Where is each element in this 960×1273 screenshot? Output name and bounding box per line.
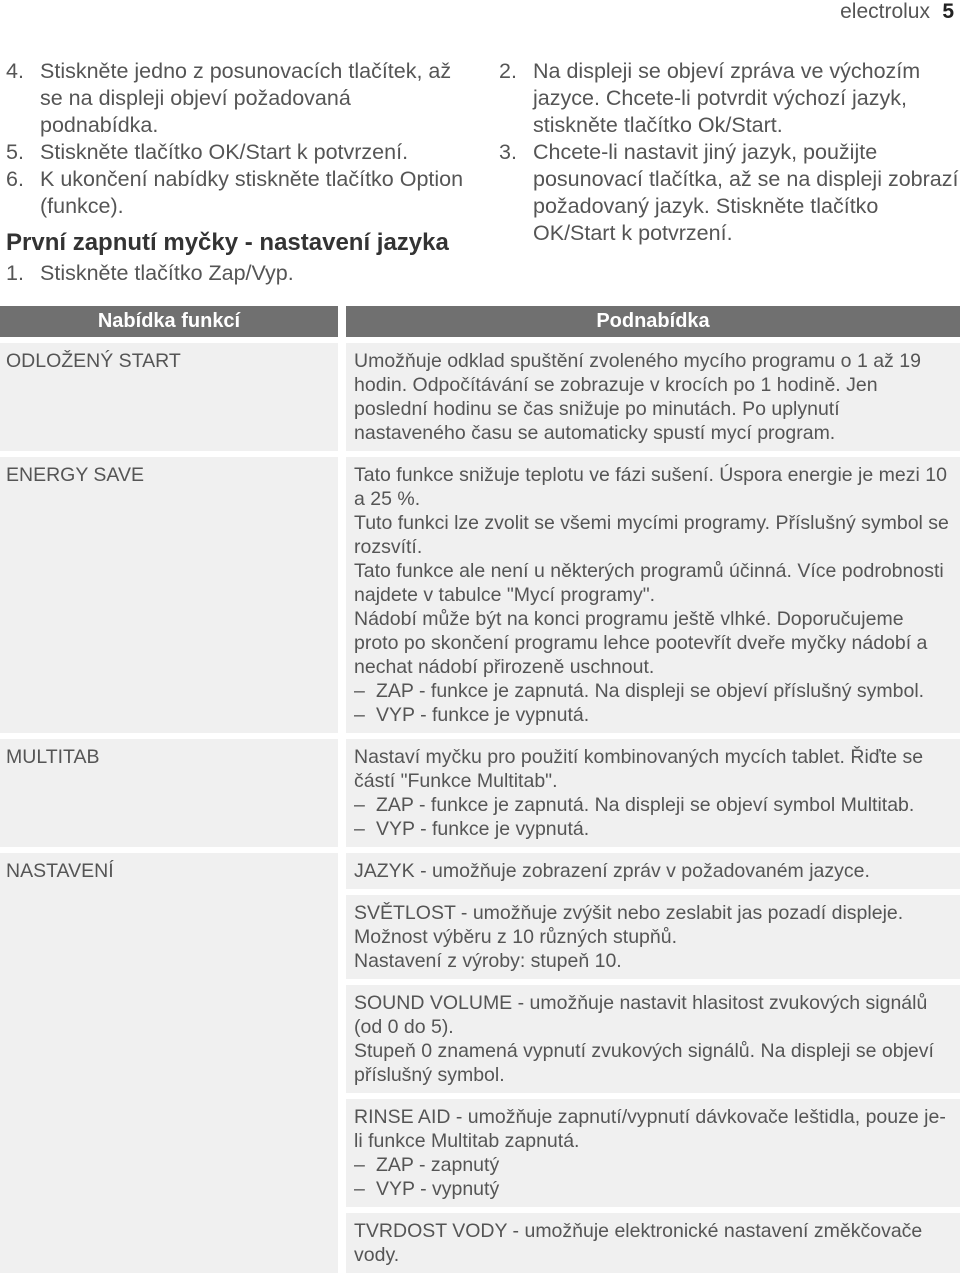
description-text: Stupeň 0 znamená vypnutí zvukových signálů. Na displeji se objeví příslušný symbol.: [354, 1040, 934, 1086]
table-row: [0, 739, 960, 847]
header-function-menu: Nabídka funkcí: [0, 306, 338, 337]
table-row: [0, 853, 960, 1273]
step-item: [499, 139, 959, 247]
function-menu-table: [0, 306, 960, 1273]
option-text: ZAP - zapnutý: [376, 1154, 500, 1176]
description-text: RINSE AID - umožňuje zapnutí/vypnutí dávkovače leštidla, pouze je-li funkce Multitab zapnutá.: [354, 1106, 946, 1152]
table-row: [0, 343, 960, 451]
page-number: 5: [942, 0, 954, 23]
option-item: [354, 1153, 952, 1177]
right-column: [499, 58, 959, 247]
function-name-cell: MULTITAB: [0, 739, 338, 847]
option-text: VYP - funkce je vypnutá.: [376, 818, 590, 840]
dash-bullet: –: [354, 794, 365, 816]
submenu-cell: [346, 1213, 960, 1273]
table-row: [0, 457, 960, 733]
step-item: [6, 58, 466, 139]
step-text: Chcete-li nastavit jiný jazyk, použijte posunovací tlačítka, až se na displeji zobrazí požadovaný jazyk. Stiskněte tlačítko OK/Start k potvrzení.: [533, 140, 959, 245]
step-item: [6, 166, 466, 220]
header-submenu: Podnabídka: [346, 306, 960, 337]
dash-bullet: –: [354, 704, 365, 726]
submenu-cell: [346, 895, 960, 979]
step-item: [499, 58, 959, 139]
submenu-cells: [346, 343, 960, 451]
submenu-cell: [346, 457, 960, 733]
dash-bullet: –: [354, 1154, 365, 1176]
step-number: 3.: [499, 140, 517, 164]
option-item: [354, 1177, 952, 1201]
description-text: SVĚTLOST - umožňuje zvýšit nebo zeslabit jas pozadí displeje. Možnost výběru z 10 různých stupňů.: [354, 902, 904, 948]
step-number: 5.: [6, 140, 24, 164]
description-text: JAZYK - umožňuje zobrazení zpráv v požadovaném jazyce.: [354, 860, 870, 882]
option-text: ZAP - funkce je zapnutá. Na displeji se objeví příslušný symbol.: [376, 680, 925, 702]
submenu-cell: [346, 1099, 960, 1207]
table-header: [0, 306, 960, 337]
step-text: Stiskněte tlačítko Zap/Vyp.: [40, 261, 294, 285]
description-text: Nastavení z výroby: stupeň 10.: [354, 950, 622, 972]
section-heading: První zapnutí myčky - nastavení jazyka: [6, 229, 449, 256]
dash-bullet: –: [354, 818, 365, 840]
step-number: 1.: [6, 261, 24, 285]
language-steps: [499, 58, 959, 247]
submenu-cell: [346, 343, 960, 451]
function-name-cell: ENERGY SAVE: [0, 457, 338, 733]
step-number: 4.: [6, 59, 24, 83]
submenu-steps: [6, 58, 466, 220]
description-text: Tato funkce snižuje teplotu ve fázi sušení. Úspora energie je mezi 10 a 25 %.: [354, 464, 947, 510]
option-item: [354, 679, 952, 703]
submenu-cells: [346, 739, 960, 847]
description-text: Nádobí může být na konci programu ještě vlhké. Doporučujeme proto po skončení programu lehce pootevřít dveře myčky nádobí a nechat nádobí přirozeně uschnout.: [354, 608, 928, 678]
step-item: [6, 139, 466, 166]
step-number: 6.: [6, 167, 24, 191]
step-item: [6, 260, 466, 287]
description-text: Tato funkce ale není u některých programů účinná. Více podrobnosti najdete v tabulce "Mycí programy".: [354, 560, 944, 606]
left-column: [6, 58, 466, 287]
function-name-cell: NASTAVENÍ: [0, 853, 338, 1273]
submenu-cells: [346, 457, 960, 733]
first-run-steps: [6, 260, 466, 287]
option-text: ZAP - funkce je zapnutá. Na displeji se objeví symbol Multitab.: [376, 794, 915, 816]
option-text: VYP - vypnutý: [376, 1178, 500, 1200]
step-number: 2.: [499, 59, 517, 83]
description-text: SOUND VOLUME - umožňuje nastavit hlasitost zvukových signálů (od 0 do 5).: [354, 992, 928, 1038]
description-text: Tuto funkci lze zvolit se všemi mycími programy. Příslušný symbol se rozsvítí.: [354, 512, 949, 558]
submenu-cell: [346, 985, 960, 1093]
table-body: [0, 343, 960, 1273]
dash-bullet: –: [354, 680, 365, 702]
option-text: VYP - funkce je vypnutá.: [376, 704, 590, 726]
step-text: Na displeji se objeví zpráva ve výchozím jazyce. Chcete-li potvrdit výchozí jazyk, stiskněte tlačítko Ok/Start.: [533, 59, 921, 137]
option-item: [354, 703, 952, 727]
submenu-cell: [346, 739, 960, 847]
function-name-cell: ODLOŽENÝ START: [0, 343, 338, 451]
option-item: [354, 793, 952, 817]
dash-bullet: –: [354, 1178, 365, 1200]
step-text: Stiskněte jedno z posunovacích tlačítek, až se na displeji objeví požadovaná podnabídka.: [40, 59, 452, 137]
description-text: Nastaví myčku pro použití kombinovaných mycích tablet. Řiďte se částí "Funkce Multitab".: [354, 746, 924, 792]
description-text: TVRDOST VODY - umožňuje elektronické nastavení změkčovače vody.: [354, 1220, 923, 1266]
submenu-cells: [346, 853, 960, 1273]
step-text: K ukončení nabídky stiskněte tlačítko Option (funkce).: [40, 167, 464, 218]
submenu-cell: [346, 853, 960, 889]
description-text: Umožňuje odklad spuštění zvoleného mycího programu o 1 až 19 hodin. Odpočítávání se zobrazuje v krocích po 1 hodině. Jen poslední hodinu se čas snižuje po minutách. Po uplynutí nastaveného času se automaticky spustí mycí program.: [354, 350, 921, 444]
brand-name: electrolux: [840, 0, 930, 23]
step-text: Stiskněte tlačítko OK/Start k potvrzení.: [40, 140, 409, 164]
option-item: [354, 817, 952, 841]
